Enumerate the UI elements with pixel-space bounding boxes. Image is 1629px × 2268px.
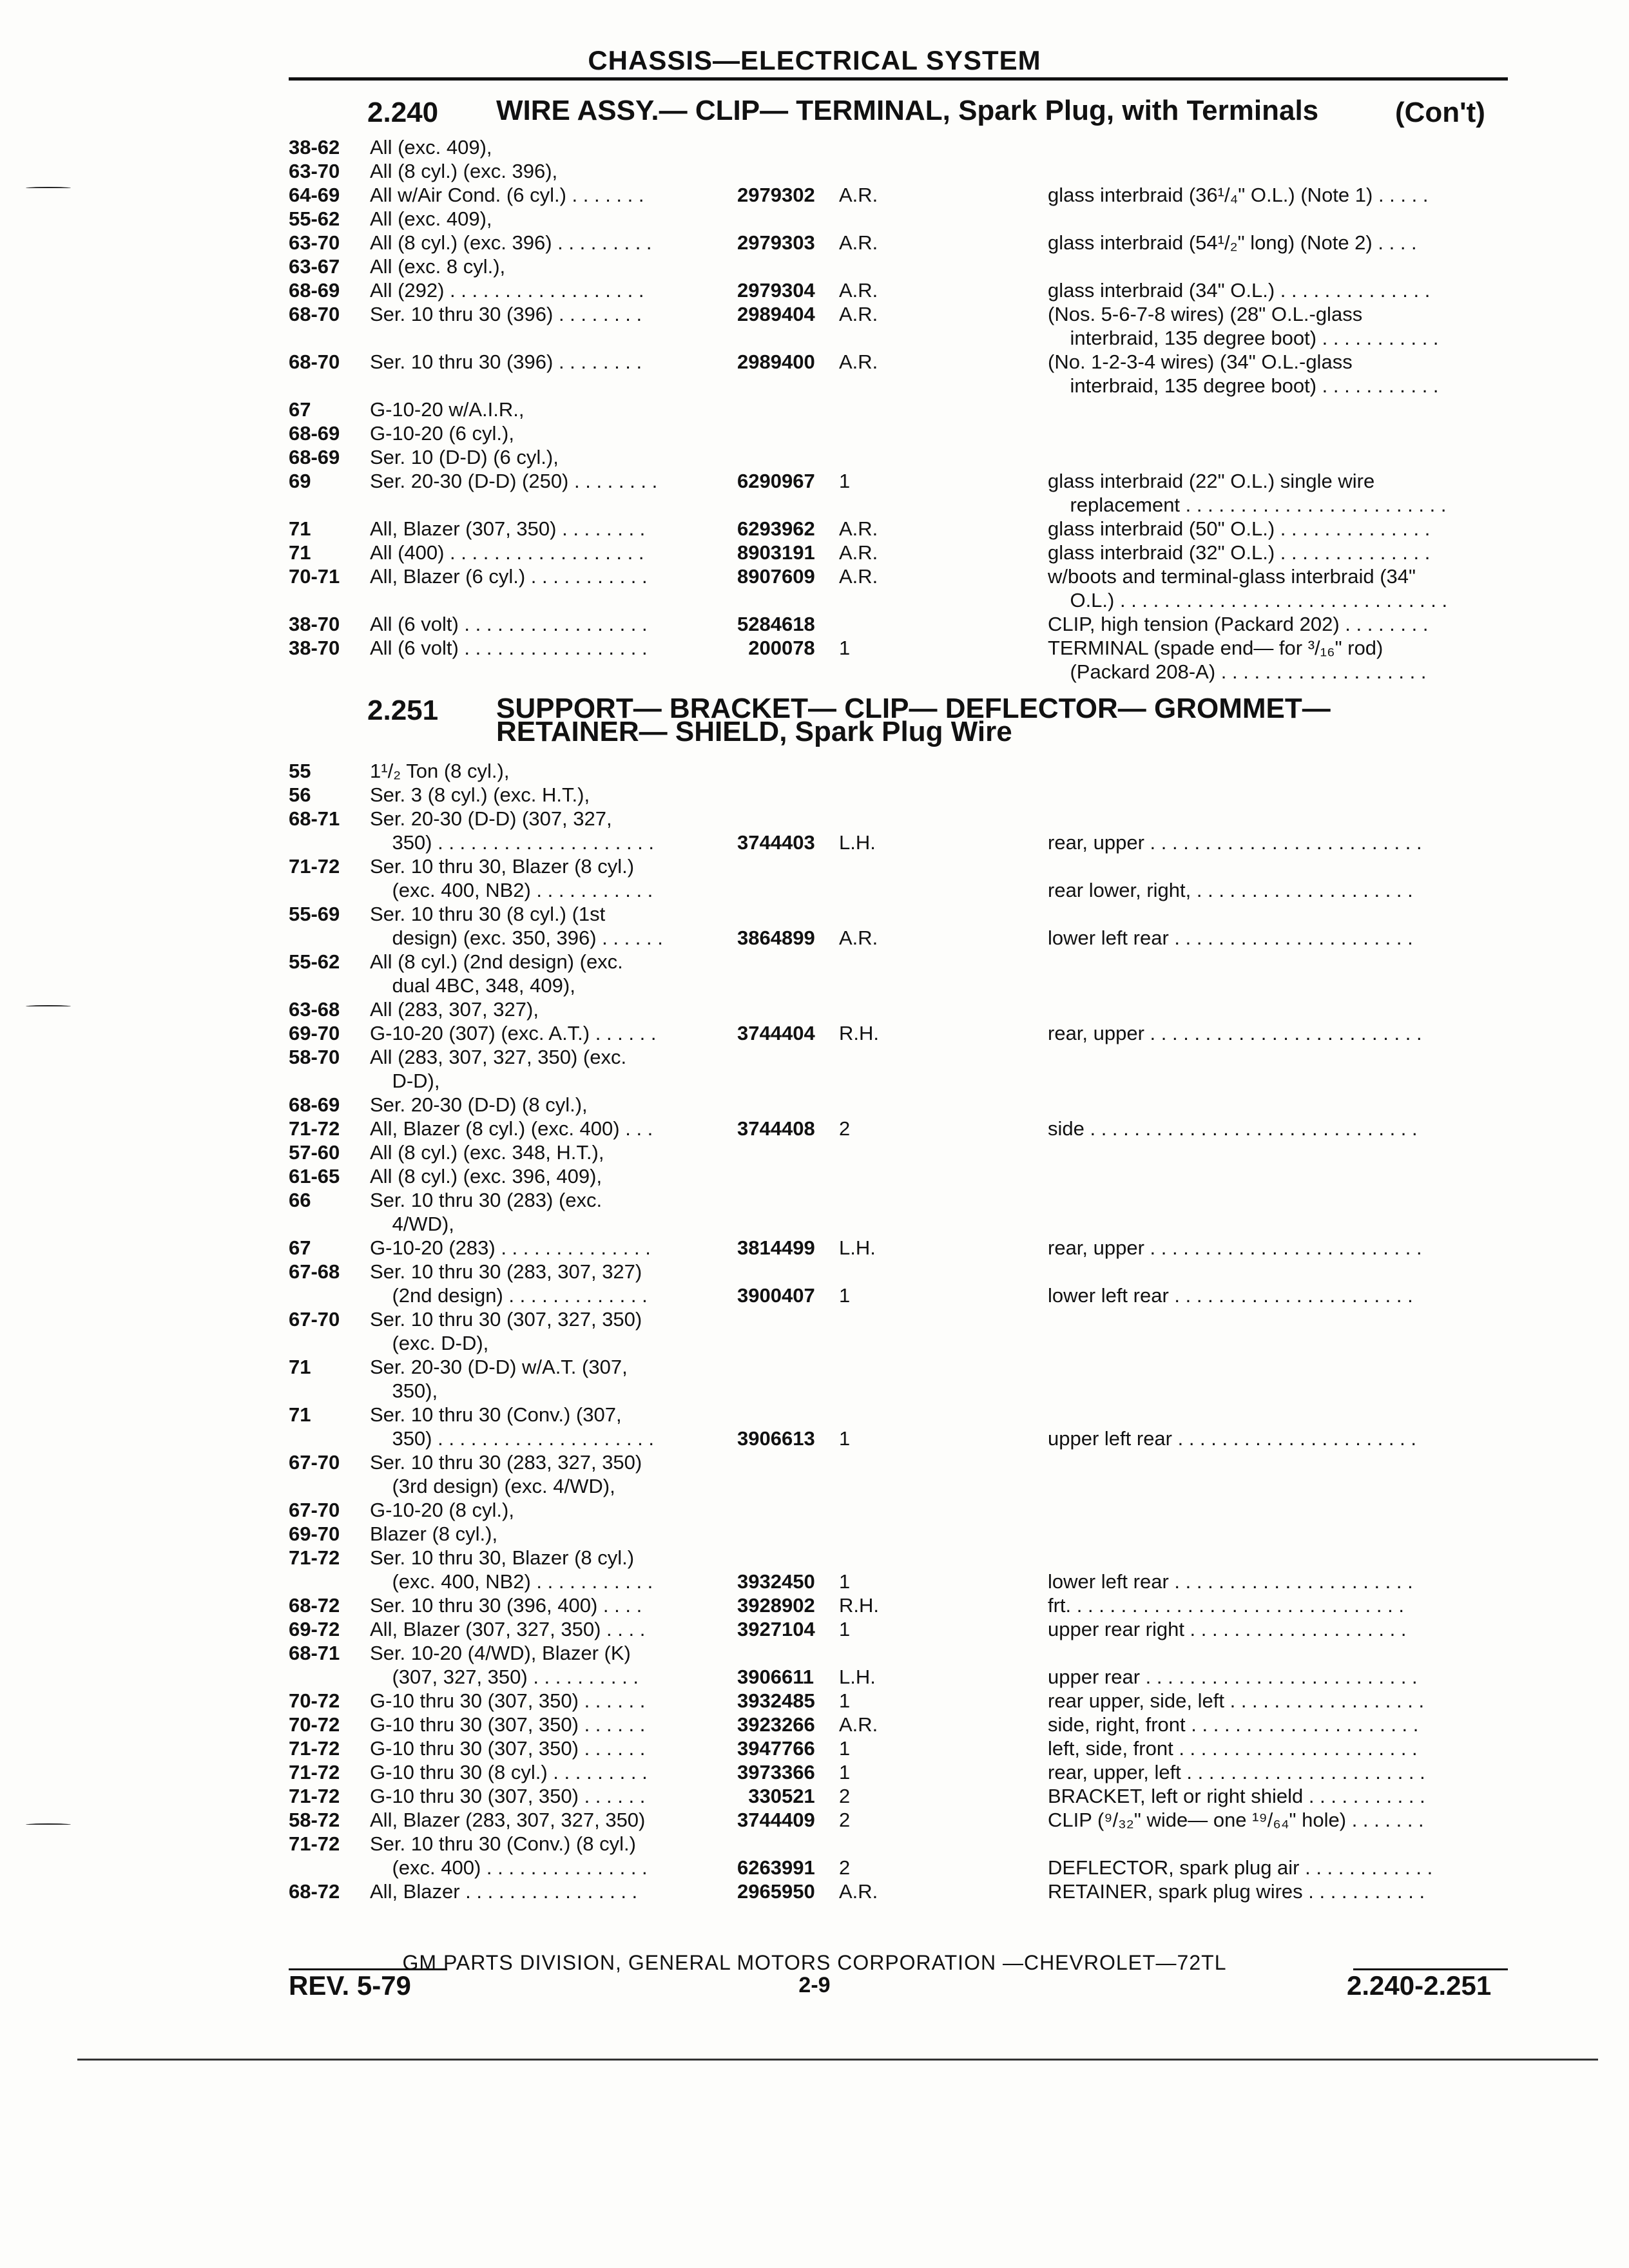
row-application: All w/Air Cond. (6 cyl.) . . . . . . .	[370, 184, 644, 206]
row-application: G-10 thru 30 (307, 350) . . . . . .	[370, 1689, 646, 1712]
row-years: 68-71	[289, 807, 340, 830]
row-application: All, Blazer (307, 327, 350) . . . .	[370, 1618, 646, 1640]
row-quantity: 1	[839, 1761, 851, 1783]
row-description: upper left rear . . . . . . . . . . . . . . . . . . . . . .	[1048, 1427, 1416, 1450]
row-years: 38-70	[289, 613, 340, 635]
row-part-number: 2979303	[737, 231, 815, 254]
row-years: 67-70	[289, 1308, 340, 1331]
row-application: (307, 327, 350) . . . . . . . . . .	[370, 1666, 639, 1688]
row-quantity: 1	[839, 1427, 851, 1450]
row-description: glass interbraid (34" O.L.) . . . . . . . . . . . . . .	[1048, 279, 1431, 302]
row-part-number: 3927104	[737, 1618, 815, 1640]
row-application: Ser. 10 thru 30 (283) (exc.	[370, 1189, 602, 1211]
row-years: 68-70	[289, 351, 340, 373]
row-application: (exc. 400, NB2) . . . . . . . . . . .	[370, 879, 653, 901]
row-part-number: 3923266	[737, 1713, 815, 1736]
row-years: 63-70	[289, 231, 340, 254]
row-application: Ser. 20-30 (D-D) w/A.T. (307,	[370, 1356, 628, 1378]
row-quantity: A.R.	[839, 541, 878, 564]
row-part-number: 2979302	[737, 184, 815, 206]
row-description: O.L.) . . . . . . . . . . . . . . . . . . . . . . . . . . . . . .	[1048, 589, 1448, 611]
row-quantity: R.H.	[839, 1594, 879, 1617]
row-years: 55	[289, 760, 311, 782]
row-application: (3rd design) (exc. 4/WD),	[370, 1475, 615, 1497]
row-quantity: 2	[839, 1809, 851, 1831]
row-years: 70-72	[289, 1689, 340, 1712]
row-part-number: 6263991	[737, 1856, 815, 1879]
row-application: All (292) . . . . . . . . . . . . . . . . . .	[370, 279, 644, 302]
row-years: 71	[289, 1356, 311, 1378]
row-years: 55-62	[289, 950, 340, 973]
row-years: 71-72	[289, 1737, 340, 1760]
row-application: G-10 thru 30 (307, 350) . . . . . .	[370, 1785, 646, 1807]
bottom-scan-line	[77, 2059, 1598, 2061]
row-description: rear lower, right, . . . . . . . . . . . . . . . . . . . .	[1048, 879, 1413, 901]
row-application: Ser. 3 (8 cyl.) (exc. H.T.),	[370, 783, 590, 806]
row-application: Ser. 10 thru 30, Blazer (8 cyl.)	[370, 855, 635, 878]
row-application: Ser. 10 thru 30 (283, 327, 350)	[370, 1451, 642, 1474]
row-application: Ser. 10-20 (4/WD), Blazer (K)	[370, 1642, 631, 1664]
row-application: Ser. 10 thru 30 (396) . . . . . . . .	[370, 351, 642, 373]
row-years: 71	[289, 541, 311, 564]
row-application: All (283, 307, 327),	[370, 998, 539, 1021]
row-part-number: 3932450	[737, 1570, 815, 1593]
row-quantity: A.R.	[839, 351, 878, 373]
row-quantity: 1	[839, 1737, 851, 1760]
row-years: 38-70	[289, 637, 340, 659]
row-years: 68-71	[289, 1642, 340, 1664]
row-years: 68-69	[289, 446, 340, 468]
section-2251-number: 2.251	[367, 695, 439, 726]
row-years: 63-68	[289, 998, 340, 1021]
row-years: 71-72	[289, 1761, 340, 1783]
row-application: All (8 cyl.) (exc. 348, H.T.),	[370, 1141, 604, 1164]
row-application: D-D),	[370, 1070, 440, 1092]
row-years: 55-69	[289, 903, 340, 925]
row-years: 71	[289, 517, 311, 540]
row-years: 67	[289, 1236, 311, 1259]
row-years: 71-72	[289, 1117, 340, 1140]
row-application: Ser. 10 thru 30 (8 cyl.) (1st	[370, 903, 606, 925]
row-description: w/boots and terminal-glass interbraid (34"	[1048, 565, 1416, 588]
row-application: G-10-20 w/A.I.R.,	[370, 398, 525, 421]
row-quantity: 2	[839, 1117, 851, 1140]
row-application: G-10-20 (283) . . . . . . . . . . . . . .	[370, 1236, 651, 1259]
row-application: G-10-20 (307) (exc. A.T.) . . . . . .	[370, 1022, 657, 1044]
row-application: All (exc. 8 cyl.),	[370, 255, 506, 278]
row-quantity: 1	[839, 1689, 851, 1712]
footer-publisher: GM PARTS DIVISION, GENERAL MOTORS CORPORATION —CHEVROLET—72TL	[402, 1951, 1227, 1974]
row-description: frt. . . . . . . . . . . . . . . . . . . . . . . . . . . . . . .	[1048, 1594, 1404, 1617]
row-description: upper rear . . . . . . . . . . . . . . . . . . . . . . . . .	[1048, 1666, 1418, 1688]
row-application: All (exc. 409),	[370, 207, 492, 230]
row-years: 57-60	[289, 1141, 340, 1164]
row-description: rear, upper . . . . . . . . . . . . . . . . . . . . . . . . .	[1048, 831, 1422, 854]
row-years: 67-70	[289, 1451, 340, 1474]
row-application: Ser. 10 thru 30 (396) . . . . . . . .	[370, 303, 642, 325]
row-application: All (8 cyl.) (exc. 396),	[370, 160, 558, 182]
row-description: lower left rear . . . . . . . . . . . . . . . . . . . . . .	[1048, 927, 1413, 949]
row-quantity: A.R.	[839, 517, 878, 540]
section-2251-title-line1: SUPPORT— BRACKET— CLIP— DEFLECTOR— GROMMET—	[496, 693, 1331, 724]
row-part-number: 2965950	[737, 1880, 815, 1903]
row-quantity: A.R.	[839, 565, 878, 588]
row-part-number: 3928902	[737, 1594, 815, 1617]
row-quantity: 1	[839, 470, 851, 492]
row-part-number: 6293962	[737, 517, 815, 540]
row-description: (Packard 208-A) . . . . . . . . . . . . . . . . . . .	[1048, 660, 1427, 683]
row-quantity: L.H.	[839, 1666, 876, 1688]
row-description: replacement . . . . . . . . . . . . . . . . . . . . . . . .	[1048, 494, 1447, 516]
row-part-number: 3744403	[737, 831, 815, 854]
row-part-number: 3973366	[737, 1761, 815, 1783]
row-quantity: 1	[839, 1570, 851, 1593]
row-application: design) (exc. 350, 396) . . . . . .	[370, 927, 663, 949]
row-application: 1¹/₂ Ton (8 cyl.),	[370, 760, 510, 782]
row-application: (exc. 400, NB2) . . . . . . . . . . .	[370, 1570, 653, 1593]
row-application: Ser. 10 thru 30 (Conv.) (8 cyl.)	[370, 1832, 636, 1855]
row-years: 61-65	[289, 1165, 340, 1187]
row-description: glass interbraid (36¹/₄" O.L.) (Note 1) . . . . .	[1048, 184, 1429, 206]
row-years: 63-70	[289, 160, 340, 182]
row-years: 71-72	[289, 855, 340, 878]
row-application: All, Blazer (6 cyl.) . . . . . . . . . . .	[370, 565, 648, 588]
row-years: 68-70	[289, 303, 340, 325]
row-application: Blazer (8 cyl.),	[370, 1523, 498, 1545]
row-description: upper rear right . . . . . . . . . . . . . . . . . . . .	[1048, 1618, 1407, 1640]
row-description: CLIP, high tension (Packard 202) . . . . . . . .	[1048, 613, 1429, 635]
row-years: 70-71	[289, 565, 340, 588]
row-application: Ser. 10 thru 30 (Conv.) (307,	[370, 1403, 622, 1426]
row-years: 68-72	[289, 1880, 340, 1903]
row-part-number: 3900407	[737, 1284, 815, 1307]
row-quantity: L.H.	[839, 831, 876, 854]
row-years: 38-62	[289, 136, 340, 159]
row-years: 69	[289, 470, 311, 492]
row-description: rear, upper . . . . . . . . . . . . . . . . . . . . . . . . .	[1048, 1022, 1422, 1044]
row-quantity: A.R.	[839, 231, 878, 254]
row-application: Ser. 10 (D-D) (6 cyl.),	[370, 446, 559, 468]
row-part-number: 3947766	[737, 1737, 815, 1760]
row-years: 67-68	[289, 1260, 340, 1283]
section-2240-title: WIRE ASSY.— CLIP— TERMINAL, Spark Plug, with Terminals	[496, 95, 1319, 126]
row-description: lower left rear . . . . . . . . . . . . . . . . . . . . . .	[1048, 1284, 1413, 1307]
row-application: Ser. 10 thru 30 (307, 327, 350)	[370, 1308, 642, 1331]
row-description: glass interbraid (22" O.L.) single wire	[1048, 470, 1375, 492]
row-years: 55-62	[289, 207, 340, 230]
row-years: 69-72	[289, 1618, 340, 1640]
section-2240-continued: (Con't)	[1395, 97, 1485, 128]
row-part-number: 3744409	[737, 1809, 815, 1831]
row-description: lower left rear . . . . . . . . . . . . . . . . . . . . . .	[1048, 1570, 1413, 1593]
page-header-title: CHASSIS—ELECTRICAL SYSTEM	[588, 45, 1041, 75]
row-years: 64-69	[289, 184, 340, 206]
row-application: Ser. 20-30 (D-D) (8 cyl.),	[370, 1093, 588, 1116]
row-quantity: 1	[839, 1618, 851, 1640]
row-description: CLIP (⁹/₃₂" wide— one ¹⁹/₆₄" hole) . . . . . . .	[1048, 1809, 1424, 1831]
row-description: RETAINER, spark plug wires . . . . . . . . . . .	[1048, 1880, 1425, 1903]
row-quantity: A.R.	[839, 927, 878, 949]
row-years: 58-70	[289, 1046, 340, 1068]
row-description: (Nos. 5-6-7-8 wires) (28" O.L.-glass	[1048, 303, 1363, 325]
row-quantity: 2	[839, 1785, 851, 1807]
row-years: 71-72	[289, 1546, 340, 1569]
row-application: All, Blazer (283, 307, 327, 350)	[370, 1809, 646, 1831]
row-part-number: 3932485	[737, 1689, 815, 1712]
row-years: 63-67	[289, 255, 340, 278]
row-years: 68-72	[289, 1594, 340, 1617]
row-part-number: 3814499	[737, 1236, 815, 1259]
row-part-number: 2989404	[737, 303, 815, 325]
row-application: Ser. 10 thru 30, Blazer (8 cyl.)	[370, 1546, 635, 1569]
row-part-number: 5284618	[737, 613, 815, 635]
row-description: glass interbraid (32" O.L.) . . . . . . . . . . . . . .	[1048, 541, 1431, 564]
row-description: rear, upper . . . . . . . . . . . . . . . . . . . . . . . . .	[1048, 1236, 1422, 1259]
footer-revision: REV. 5-79	[289, 1970, 411, 2001]
row-application: All, Blazer (8 cyl.) (exc. 400) . . .	[370, 1117, 653, 1140]
row-application: All (283, 307, 327, 350) (exc.	[370, 1046, 627, 1068]
row-part-number: 3906611	[737, 1666, 814, 1688]
row-quantity: R.H.	[839, 1022, 879, 1044]
row-application: Ser. 10 thru 30 (283, 307, 327)	[370, 1260, 642, 1283]
header-rule	[289, 77, 1508, 81]
binder-tick-mark	[26, 1823, 71, 1826]
row-description: glass interbraid (50" O.L.) . . . . . . . . . . . . . .	[1048, 517, 1431, 540]
row-years: 70-72	[289, 1713, 340, 1736]
row-description: BRACKET, left or right shield . . . . . . . . . . .	[1048, 1785, 1425, 1807]
row-description: glass interbraid (54¹/₂" long) (Note 2) . . . .	[1048, 231, 1417, 254]
binder-tick-mark	[26, 187, 71, 189]
binder-tick-mark	[26, 1005, 71, 1008]
row-application: Ser. 20-30 (D-D) (250) . . . . . . . .	[370, 470, 658, 492]
row-quantity: A.R.	[839, 184, 878, 206]
row-years: 69-70	[289, 1022, 340, 1044]
row-part-number: 200078	[737, 637, 815, 659]
row-application: All, Blazer . . . . . . . . . . . . . . . .	[370, 1880, 638, 1903]
row-application: 350) . . . . . . . . . . . . . . . . . . . .	[370, 1427, 655, 1450]
row-application: G-10 thru 30 (307, 350) . . . . . .	[370, 1737, 646, 1760]
row-years: 67-70	[289, 1499, 340, 1521]
row-application: All (6 volt) . . . . . . . . . . . . . . . . .	[370, 637, 648, 659]
row-part-number: 2979304	[737, 279, 815, 302]
row-quantity: 1	[839, 637, 851, 659]
row-part-number: 6290967	[737, 470, 815, 492]
row-application: Ser. 20-30 (D-D) (307, 327,	[370, 807, 612, 830]
row-description: TERMINAL (spade end— for ³/₁₆" rod)	[1048, 637, 1383, 659]
row-quantity: 2	[839, 1856, 851, 1879]
row-application: All (8 cyl.) (exc. 396, 409),	[370, 1165, 602, 1187]
row-description: DEFLECTOR, spark plug air . . . . . . . . . . . .	[1048, 1856, 1433, 1879]
row-years: 71-72	[289, 1832, 340, 1855]
row-part-number: 3744408	[737, 1117, 815, 1140]
row-part-number: 8907609	[737, 565, 815, 588]
row-quantity: A.R.	[839, 279, 878, 302]
row-part-number: 3744404	[737, 1022, 815, 1044]
row-quantity: L.H.	[839, 1236, 876, 1259]
row-application: All, Blazer (307, 350) . . . . . . . .	[370, 517, 646, 540]
row-application: All (400) . . . . . . . . . . . . . . . . . .	[370, 541, 644, 564]
row-description: left, side, front . . . . . . . . . . . . . . . . . . . . . .	[1048, 1737, 1418, 1760]
row-years: 68-69	[289, 279, 340, 302]
row-part-number: 3906613	[737, 1427, 815, 1450]
row-application: G-10-20 (8 cyl.),	[370, 1499, 514, 1521]
row-description: (No. 1-2-3-4 wires) (34" O.L.-glass	[1048, 351, 1353, 373]
row-application: (exc. 400) . . . . . . . . . . . . . . .	[370, 1856, 648, 1879]
section-2251-title-line2: RETAINER— SHIELD, Spark Plug Wire	[496, 716, 1012, 747]
row-application: 350) . . . . . . . . . . . . . . . . . . . .	[370, 831, 655, 854]
row-application: (exc. D-D),	[370, 1332, 489, 1354]
row-years: 66	[289, 1189, 311, 1211]
row-years: 69-70	[289, 1523, 340, 1545]
row-application: dual 4BC, 348, 409),	[370, 974, 575, 997]
row-years: 68-69	[289, 1093, 340, 1116]
row-application: Ser. 10 thru 30 (396, 400) . . . .	[370, 1594, 642, 1617]
row-application: All (6 volt) . . . . . . . . . . . . . . . . .	[370, 613, 648, 635]
row-part-number: 2989400	[737, 351, 815, 373]
row-years: 71-72	[289, 1785, 340, 1807]
row-years: 71	[289, 1403, 311, 1426]
row-part-number: 330521	[737, 1785, 815, 1807]
row-application: G-10-20 (6 cyl.),	[370, 422, 514, 445]
row-application: G-10 thru 30 (8 cyl.) . . . . . . . . .	[370, 1761, 648, 1783]
section-2240-number: 2.240	[367, 97, 439, 128]
row-description: rear, upper, left . . . . . . . . . . . . . . . . . . . . . .	[1048, 1761, 1425, 1783]
row-application: (2nd design) . . . . . . . . . . . . .	[370, 1284, 648, 1307]
row-description: rear upper, side, left . . . . . . . . . . . . . . . . . .	[1048, 1689, 1425, 1712]
row-quantity: A.R.	[839, 1880, 878, 1903]
footer-section-ref: 2.240-2.251	[1347, 1970, 1492, 2001]
row-description: side, right, front . . . . . . . . . . . . . . . . . . . . .	[1048, 1713, 1419, 1736]
row-years: 67	[289, 398, 311, 421]
row-description: interbraid, 135 degree boot) . . . . . . . . . . .	[1048, 327, 1439, 349]
row-quantity: A.R.	[839, 1713, 878, 1736]
row-quantity: 1	[839, 1284, 851, 1307]
row-years: 58-72	[289, 1809, 340, 1831]
row-description: side . . . . . . . . . . . . . . . . . . . . . . . . . . . . . .	[1048, 1117, 1418, 1140]
row-application: All (8 cyl.) (exc. 396) . . . . . . . . .	[370, 231, 652, 254]
row-application: 4/WD),	[370, 1213, 454, 1235]
row-quantity: A.R.	[839, 303, 878, 325]
row-years: 68-69	[289, 422, 340, 445]
row-application: 350),	[370, 1379, 438, 1402]
row-years: 56	[289, 783, 311, 806]
row-application: G-10 thru 30 (307, 350) . . . . . .	[370, 1713, 646, 1736]
row-application: All (8 cyl.) (2nd design) (exc.	[370, 950, 623, 973]
row-application: All (exc. 409),	[370, 136, 492, 159]
row-description: interbraid, 135 degree boot) . . . . . . . . . . .	[1048, 374, 1439, 397]
footer-page-number: 2-9	[798, 1973, 831, 1997]
row-part-number: 3864899	[737, 927, 815, 949]
row-part-number: 8903191	[737, 541, 815, 564]
